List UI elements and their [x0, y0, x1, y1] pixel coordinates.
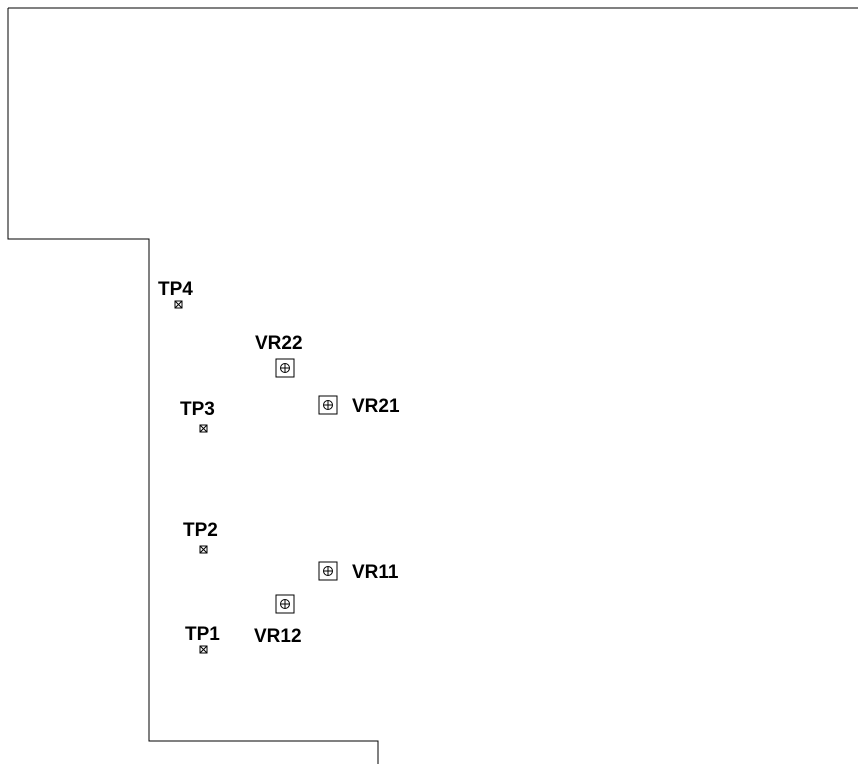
potentiometer-vr12 — [254, 595, 302, 647]
vr22-trimmer-icon — [276, 359, 294, 377]
potentiometer-vr22 — [255, 333, 303, 377]
vr21-label: VR21 — [352, 396, 400, 417]
tp3-marker-icon — [200, 425, 207, 432]
tp3-label: TP3 — [180, 399, 215, 420]
vr12-label: VR12 — [254, 626, 302, 647]
potentiometer-vr11 — [319, 562, 399, 583]
tp2-marker-icon — [200, 546, 207, 553]
tp4-marker-icon — [175, 301, 182, 308]
vr11-label: VR11 — [352, 562, 399, 583]
test-point-tp1 — [185, 624, 220, 653]
vr21-trimmer-icon — [319, 396, 337, 414]
potentiometer-vr21 — [319, 396, 400, 417]
tp1-label: TP1 — [185, 624, 220, 645]
vr11-trimmer-icon — [319, 562, 337, 580]
board-outline — [8, 8, 858, 764]
tp2-label: TP2 — [183, 520, 218, 541]
vr22-label: VR22 — [255, 333, 303, 354]
test-point-tp3 — [180, 399, 215, 432]
vr12-trimmer-icon — [276, 595, 294, 613]
test-point-tp4 — [158, 279, 193, 308]
tp4-label: TP4 — [158, 279, 193, 300]
test-point-tp2 — [183, 520, 218, 553]
tp1-marker-icon — [200, 646, 207, 653]
